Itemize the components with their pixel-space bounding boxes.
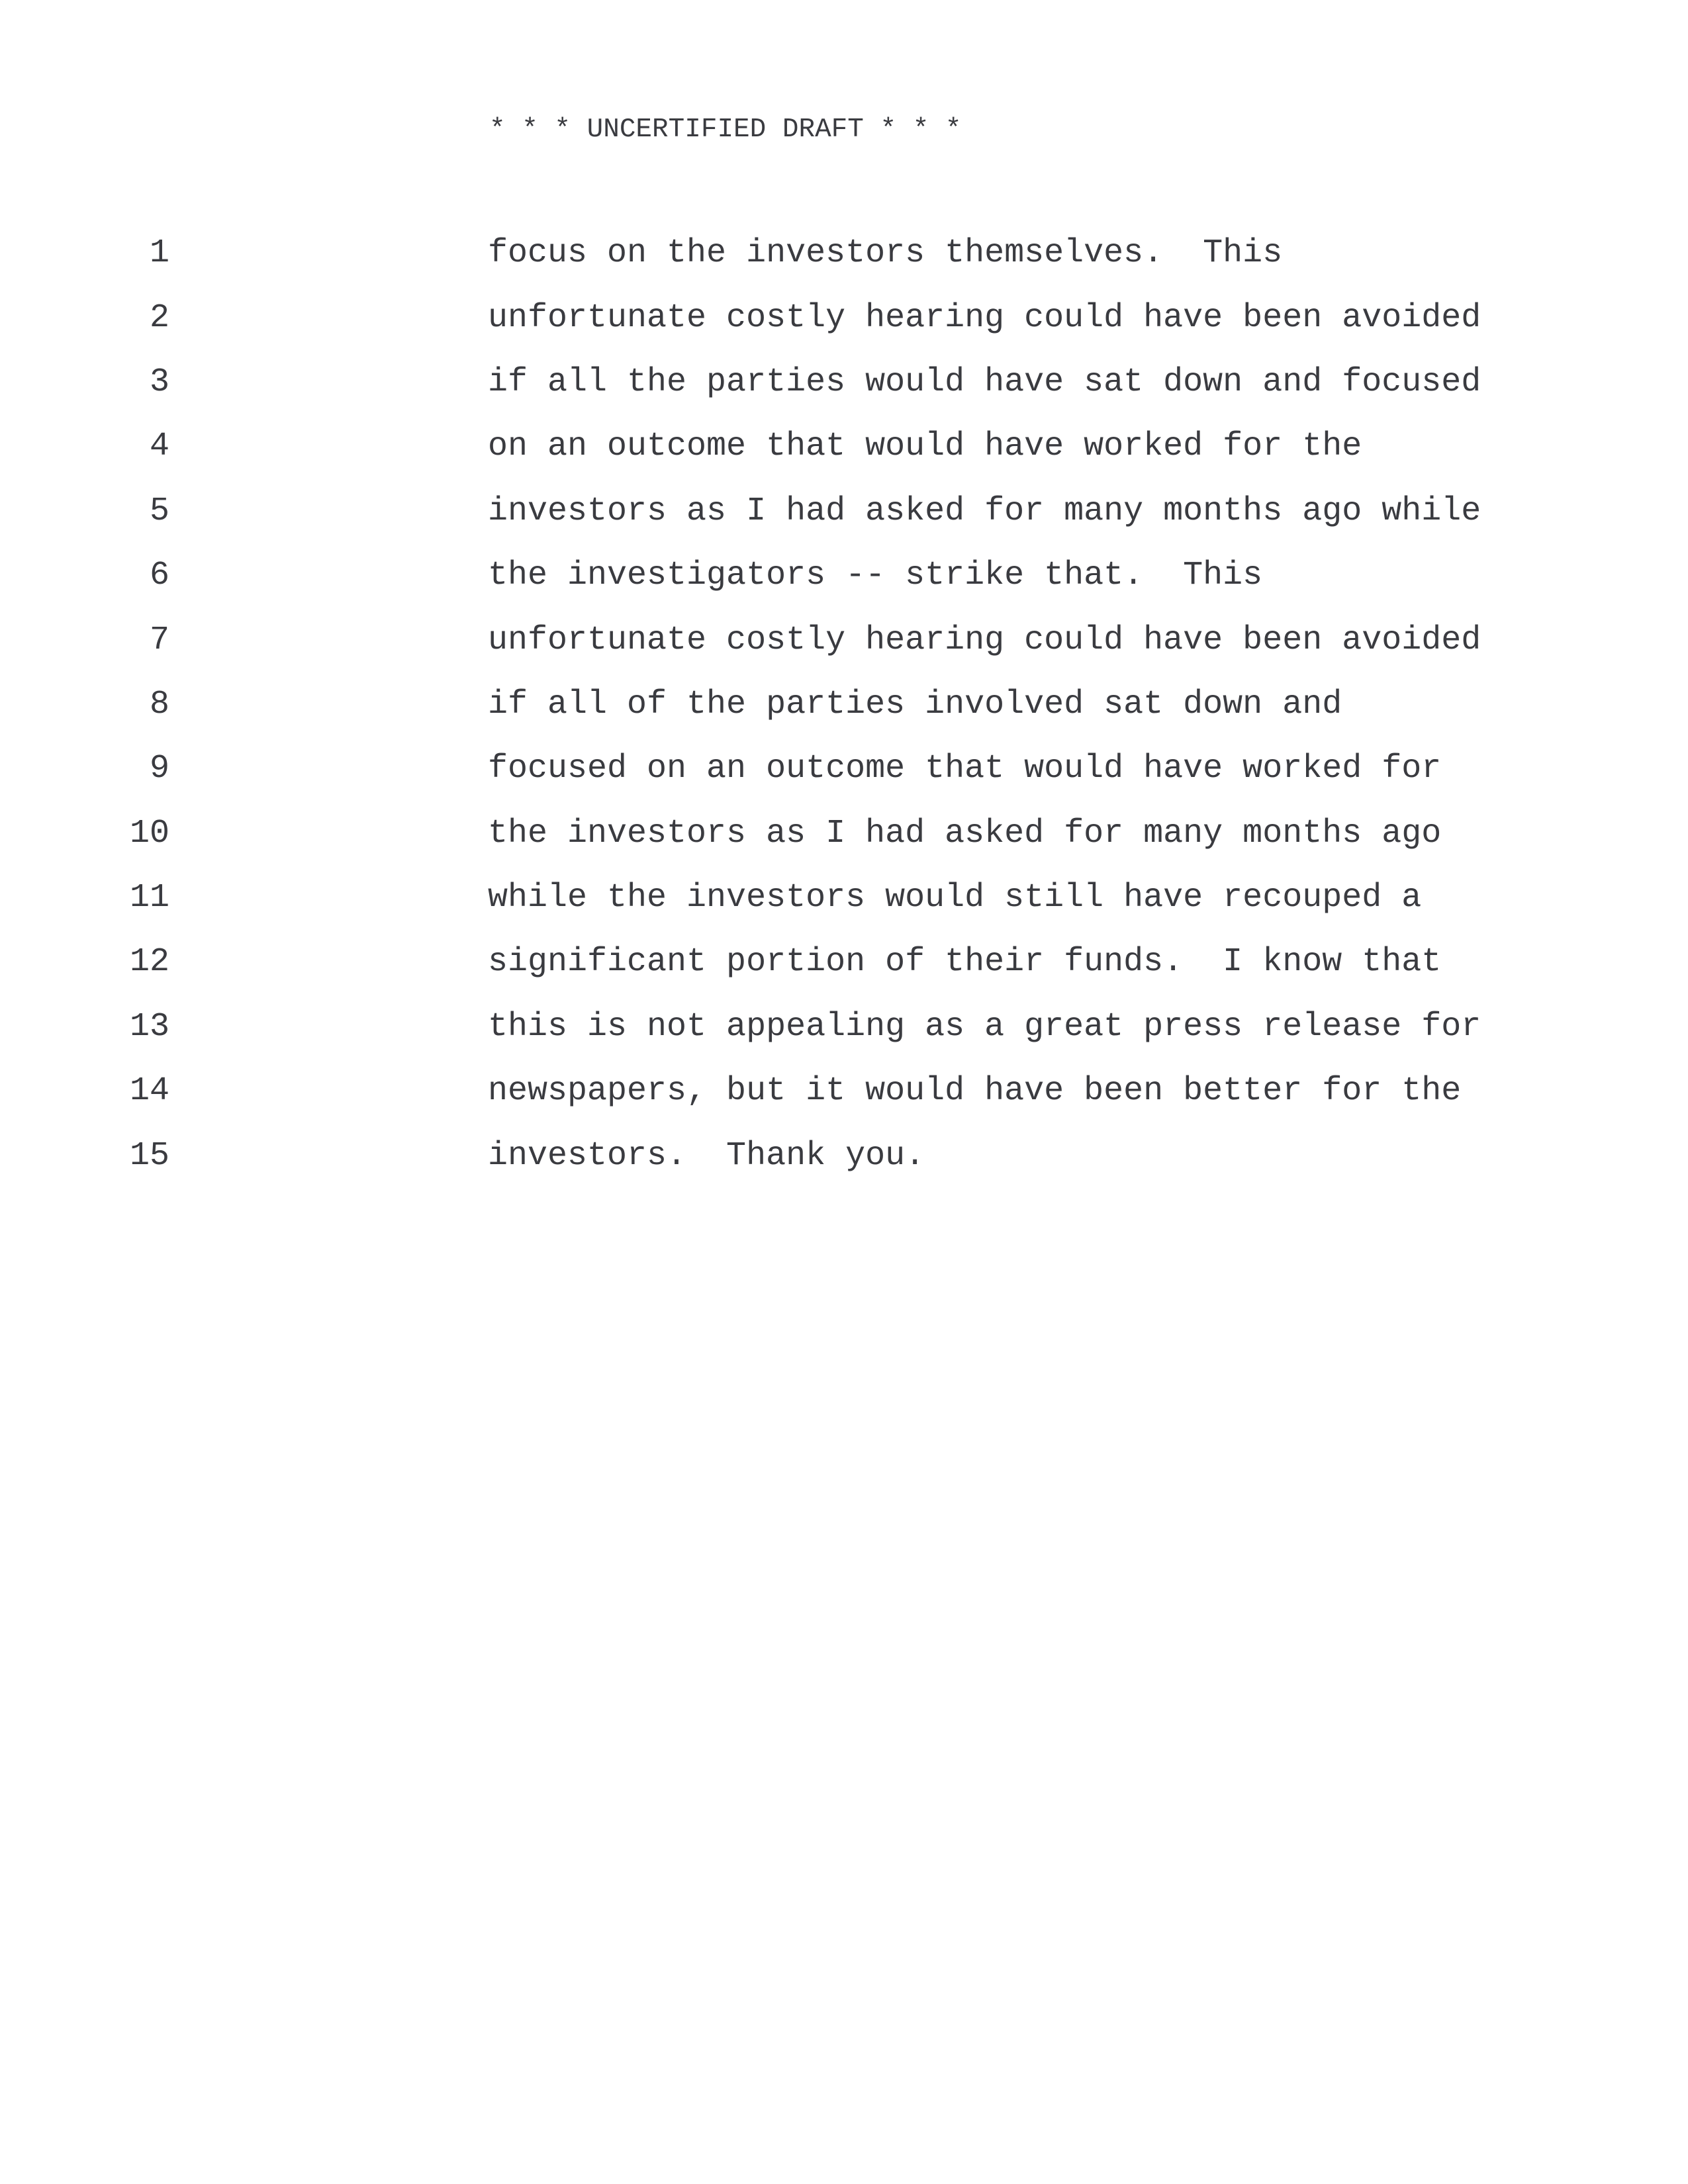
transcript-line bbox=[0, 608, 1688, 672]
line-number: 4 bbox=[149, 428, 169, 466]
transcript-line bbox=[0, 221, 1688, 285]
transcript-line bbox=[0, 285, 1688, 349]
line-number: 7 bbox=[149, 621, 169, 659]
transcript-line bbox=[0, 672, 1688, 737]
line-number: 2 bbox=[149, 298, 169, 337]
uncertified-draft-banner: * * * UNCERTIFIED DRAFT * * * bbox=[489, 114, 962, 145]
transcript-line bbox=[0, 995, 1688, 1059]
transcript-line bbox=[0, 350, 1688, 414]
line-number: 11 bbox=[129, 879, 169, 917]
line-text: the investigators -- strike that. This bbox=[488, 557, 1263, 595]
line-text: focused on an outcome that would have worked for bbox=[488, 750, 1442, 788]
transcript-body bbox=[0, 221, 1688, 1188]
line-text: investors as I had asked for many months ago while bbox=[488, 492, 1481, 530]
line-text: unfortunate costly hearing could have been avoided bbox=[488, 298, 1481, 337]
line-text: if all of the parties involved sat down and bbox=[488, 685, 1342, 723]
line-text: while the investors would still have recouped a bbox=[488, 879, 1422, 917]
line-text: on an outcome that would have worked for the bbox=[488, 428, 1362, 466]
transcript-line bbox=[0, 737, 1688, 801]
transcript-line bbox=[0, 414, 1688, 478]
line-number: 1 bbox=[149, 234, 169, 273]
transcript-line bbox=[0, 866, 1688, 930]
line-text: significant portion of their funds. I know that bbox=[488, 943, 1442, 981]
line-number: 12 bbox=[129, 943, 169, 981]
transcript-line bbox=[0, 1059, 1688, 1123]
line-number: 6 bbox=[149, 557, 169, 595]
transcript-line bbox=[0, 801, 1688, 866]
transcript-line bbox=[0, 930, 1688, 994]
line-number: 13 bbox=[129, 1007, 169, 1046]
line-text: this is not appealing as a great press release for bbox=[488, 1007, 1481, 1046]
transcript-line bbox=[0, 479, 1688, 543]
line-text: unfortunate costly hearing could have been avoided bbox=[488, 621, 1481, 659]
line-number: 10 bbox=[129, 814, 169, 852]
line-number: 8 bbox=[149, 685, 169, 723]
line-number: 9 bbox=[149, 750, 169, 788]
line-number: 15 bbox=[129, 1136, 169, 1175]
line-number: 5 bbox=[149, 492, 169, 530]
transcript-line bbox=[0, 1123, 1688, 1187]
line-number: 14 bbox=[129, 1072, 169, 1111]
line-text: focus on the investors themselves. This bbox=[488, 234, 1283, 273]
line-text: investors. Thank you. bbox=[488, 1136, 925, 1175]
transcript-line bbox=[0, 543, 1688, 608]
line-text: if all the parties would have sat down and focused bbox=[488, 363, 1481, 401]
line-text: newspapers, but it would have been better for the bbox=[488, 1072, 1462, 1111]
line-number: 3 bbox=[149, 363, 169, 401]
line-text: the investors as I had asked for many months ago bbox=[488, 814, 1442, 852]
